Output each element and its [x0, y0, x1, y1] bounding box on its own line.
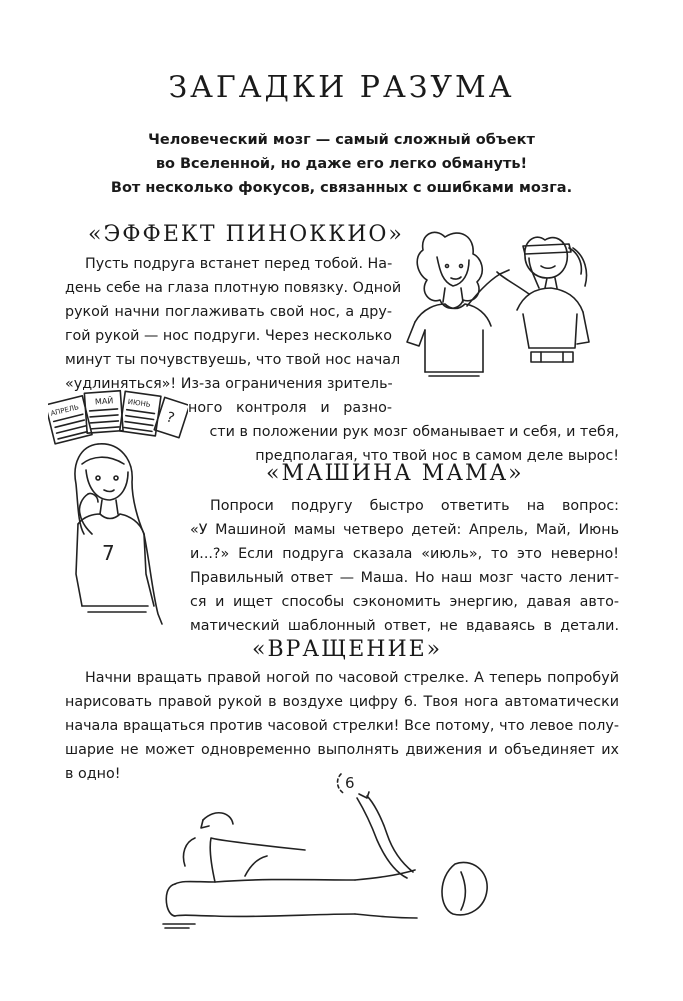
intro-line: Вот несколько фокусов, связанных с ошибками мозга.: [110, 180, 573, 196]
page-title: ЗАГАДКИ РАЗУМА: [168, 70, 515, 105]
text-line: предполагая, что твой нос в самом деле вырос!: [255, 448, 619, 464]
intro-line: во Вселенной, но даже его легко обмануть!: [155, 156, 528, 172]
air-digit: 6: [345, 774, 355, 792]
section-title-masha: «МАШИНА МАМА»: [266, 461, 524, 486]
calendar-label-may: МАЙ: [94, 396, 114, 407]
lying-person-illustration: [155, 768, 500, 930]
calendar-label-question: ?: [164, 409, 177, 427]
calendar-label-april: АПРЕЛЬ: [49, 403, 80, 418]
intro-line: Человеческий мозг — самый сложный объект: [148, 132, 535, 148]
text-line: Правильный ответ — Маша. Но наш мозг часто ленит-: [190, 570, 619, 586]
intro-paragraph: [90, 128, 593, 200]
text-line: рукой начни поглаживать свой нос, а дру-: [65, 304, 392, 320]
text-line: в одно!: [65, 766, 121, 782]
text-line: гой рукой — нос подруги. Через несколько: [65, 328, 392, 344]
text-line: ного контроля и разно-: [188, 400, 392, 416]
text-line: день себе на глаза плотную повязку. Одной: [65, 280, 402, 296]
girls-blindfold-illustration: [405, 222, 620, 380]
text-line: «удлиняться»! Из-за ограничения зритель-: [65, 376, 393, 392]
text-line: «У Машиной мамы четверо детей: Апрель, Май, Июнь: [190, 522, 619, 538]
calendar-label-june: ИЮНЬ: [127, 397, 152, 409]
text-line: матический шаблонный ответ, не вдаваясь в детали.: [190, 618, 619, 634]
thinking-girl-illustration: [58, 434, 173, 654]
masha-text: [190, 494, 619, 638]
text-line: минут ты почувствуешь, что твой нос начал: [65, 352, 401, 368]
text-line: Пусть подруга встанет перед тобой. На-: [85, 256, 393, 272]
shirt-number: 7: [102, 541, 115, 565]
text-line: начала вращаться против часовой стрелки! Все потому, что левое полу-: [65, 718, 619, 734]
section-title-pinocchio: «ЭФФЕКТ ПИНОККИО»: [88, 222, 404, 247]
pinocchio-text-cont: [188, 396, 392, 420]
text-line: нарисовать правой рукой в воздухе цифру 6. Твоя нога автоматически: [65, 694, 619, 710]
text-line: шарие не может одновременно выполнять движения и объединяет их: [65, 742, 619, 758]
section-title-rotation: «ВРАЩЕНИЕ»: [252, 637, 443, 662]
text-line: ся и ищет способы сэкономить энергию, давая авто-: [190, 594, 619, 610]
text-line: Начни вращать правой ногой по часовой стрелке. А теперь попробуй: [85, 670, 619, 686]
pinocchio-text: [65, 252, 402, 396]
text-line: сти в положении рук мозг обманывает и себя, и тебя,: [209, 424, 619, 440]
text-line: и...?» Если подруга сказала «июль», то это неверно!: [190, 546, 619, 562]
text-line: Попроси подругу быстро ответить на вопрос:: [210, 498, 619, 514]
